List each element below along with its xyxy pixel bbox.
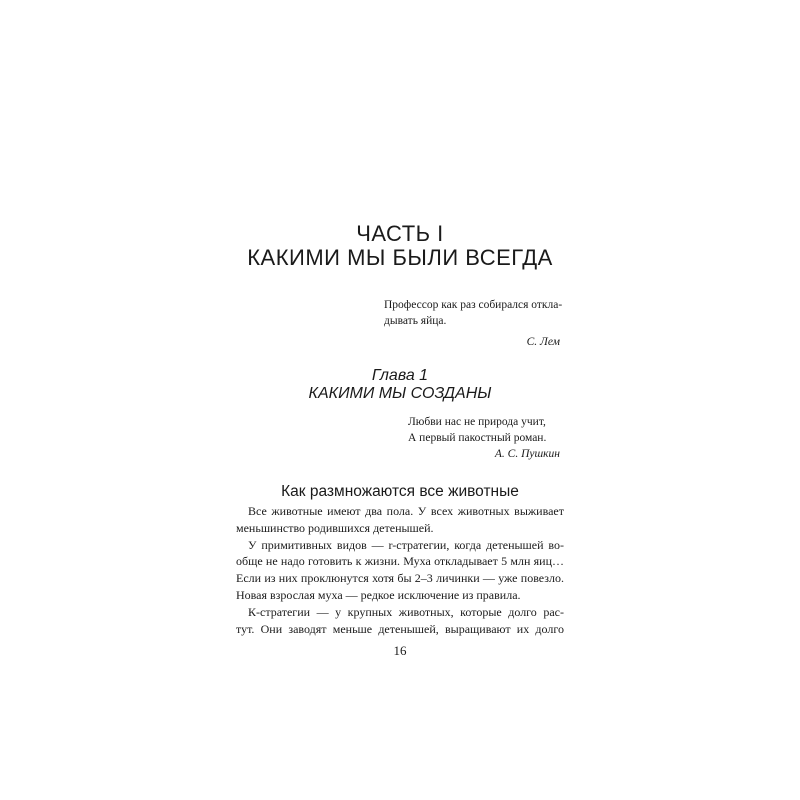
chapter-title: КАКИМИ МЫ СОЗДАНЫ bbox=[308, 385, 492, 402]
epigraph-line: дывать яйца. bbox=[384, 315, 447, 327]
epigraph-line: Профессор как раз собирался откла- bbox=[384, 299, 563, 311]
text-line: Все животные имеют два пола. У всех животных выживает bbox=[248, 504, 564, 518]
section-heading: Как размножаются все животные bbox=[281, 483, 519, 500]
epigraph-line: А первый пакостный роман. bbox=[408, 432, 547, 444]
part-title: КАКИМИ МЫ БЫЛИ ВСЕГДА bbox=[247, 245, 553, 270]
text-line: тут. Они заводят меньше детенышей, выращивают их долго bbox=[236, 621, 564, 636]
chapter-epigraph bbox=[408, 414, 560, 462]
body-text bbox=[236, 503, 564, 637]
text-line: Новая взрослая муха — редкое исключение из правила. bbox=[236, 587, 521, 602]
part-label: ЧАСТЬ I bbox=[356, 221, 444, 246]
chapter-label: Глава 1 bbox=[371, 367, 429, 384]
page-number: 16 bbox=[393, 643, 407, 658]
epigraph-author: А. С. Пушкин bbox=[494, 448, 560, 460]
text-line: Если из них проклюнутся хотя бы 2–3 личинки — уже повезло. bbox=[236, 571, 564, 586]
part-epigraph bbox=[384, 297, 563, 350]
epigraph-author: С. Лем bbox=[526, 336, 560, 348]
text-line: обще не надо готовить к жизни. Муха откладывает 5 млн яиц… bbox=[236, 554, 564, 569]
text-line: меньшинство родившихся детенышей. bbox=[236, 520, 434, 535]
text-line: У примитивных видов — r-стратегии, когда детенышей во- bbox=[248, 537, 564, 552]
epigraph-line: Любви нас не природа учит, bbox=[408, 416, 546, 428]
text-line: К-стратегии — у крупных животных, которые долго рас- bbox=[248, 604, 564, 619]
